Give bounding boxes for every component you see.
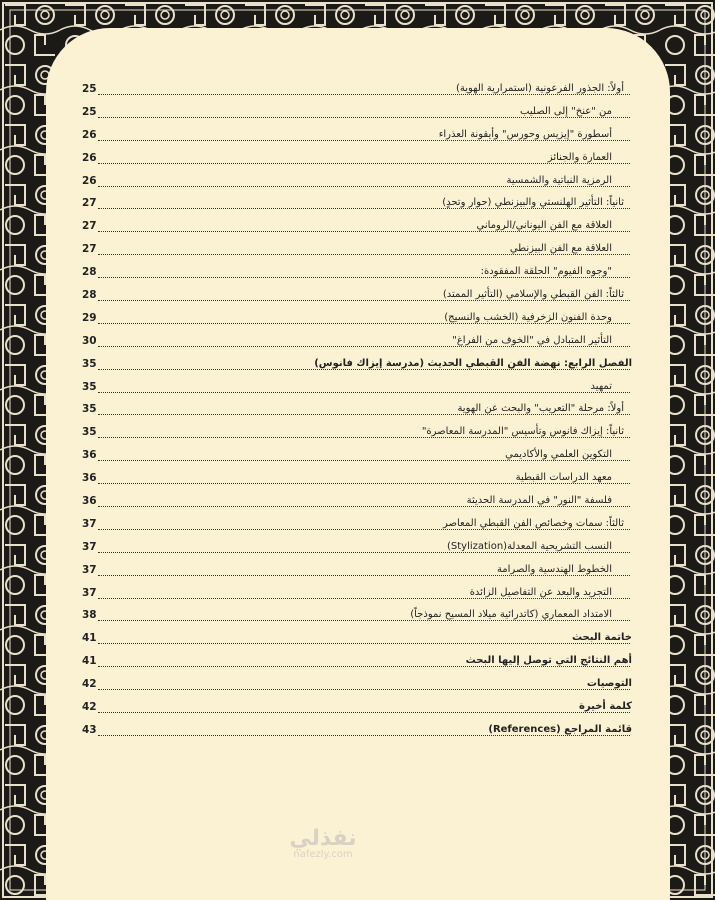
toc-entry-page: 35 <box>82 426 97 439</box>
toc-entry-title: قائمة المراجع (References) <box>488 723 632 735</box>
toc-entry-page: 26 <box>82 151 97 164</box>
toc-entry-title: من "عنخ" إلى الصليب <box>520 105 612 117</box>
toc-entry-page: 27 <box>82 220 97 233</box>
toc-entry[interactable] <box>82 675 632 698</box>
dot-leader <box>98 346 630 347</box>
toc-entry[interactable] <box>82 721 632 744</box>
toc-entry-title: فلسفة "النور" في المدرسة الحديثة <box>466 495 612 507</box>
dot-leader <box>98 300 630 301</box>
dot-leader <box>98 598 630 599</box>
toc-entry-page: 30 <box>82 334 97 347</box>
dot-leader <box>98 117 630 118</box>
toc-entry-title: ثانياً: إيزاك فانوس وتأسيس "المدرسة المعاصرة" <box>421 426 624 438</box>
toc-entry-page: 37 <box>82 563 97 576</box>
toc-entry-title: ثالثاً: الفن القبطي والإسلامي (التأثير الممتد) <box>442 289 624 301</box>
toc-entry-page: 41 <box>82 632 97 645</box>
toc-entry-page: 25 <box>82 83 97 95</box>
dot-leader <box>98 483 630 484</box>
toc-entry-title: العمارة والجنائز <box>547 151 612 163</box>
toc-entry[interactable] <box>82 126 632 149</box>
dot-leader <box>98 186 630 187</box>
toc-entry[interactable] <box>82 286 632 309</box>
toc-entry-page: 37 <box>82 586 97 599</box>
dot-leader <box>98 163 630 164</box>
toc-entry[interactable] <box>82 423 632 446</box>
toc-entry-page: 36 <box>82 449 97 462</box>
dot-leader <box>98 712 630 713</box>
toc-entry[interactable] <box>82 538 632 561</box>
toc-entry[interactable] <box>82 606 632 629</box>
toc-entry-title: الامتداد المعماري (كاتدرائية ميلاد المسيح نموذجاً) <box>410 609 612 621</box>
toc-entry-page: 37 <box>82 517 97 530</box>
toc-entry[interactable] <box>82 584 632 607</box>
dot-leader <box>98 575 630 576</box>
toc-entry-page: 42 <box>82 678 97 691</box>
toc-entry[interactable] <box>82 194 632 217</box>
toc-entry[interactable] <box>82 492 632 515</box>
dot-leader <box>98 392 630 393</box>
toc-entry-page: 28 <box>82 289 97 302</box>
toc-entry[interactable] <box>82 240 632 263</box>
dot-leader <box>98 643 630 644</box>
toc-entry-page: 27 <box>82 243 97 256</box>
dot-leader <box>98 666 630 667</box>
toc-entry-title: أولاً: الجذور الفرعونية (استمرارية الهوية) <box>455 83 624 94</box>
content-page <box>46 28 670 900</box>
dot-leader <box>98 552 630 553</box>
toc-entry[interactable] <box>82 309 632 332</box>
toc-entry[interactable] <box>82 446 632 469</box>
dot-leader <box>98 620 630 621</box>
toc-entry[interactable] <box>82 149 632 172</box>
toc-entry-title: التجريد والبعد عن التفاصيل الزائدة <box>469 586 612 598</box>
toc-entry-title: العلاقة مع الفن اليوناني/الروماني <box>476 220 612 232</box>
toc-entry[interactable] <box>82 217 632 240</box>
toc-entry-page: 35 <box>82 403 97 416</box>
toc-entry[interactable] <box>82 172 632 195</box>
table-of-contents <box>82 80 632 744</box>
toc-entry-title: أهم النتائج التي توصل إليها البحث <box>465 655 632 667</box>
dot-leader <box>98 460 630 461</box>
toc-entry-page: 43 <box>82 723 97 736</box>
toc-entry-title: التأثير المتبادل في "الخوف من الفراغ" <box>452 334 612 346</box>
dot-leader <box>98 437 630 438</box>
dot-leader <box>98 140 630 141</box>
toc-entry-page: 25 <box>82 105 97 118</box>
dot-leader <box>98 506 630 507</box>
toc-entry-page: 41 <box>82 655 97 668</box>
dot-leader <box>98 735 630 736</box>
toc-entry-title: أولاً: مرحلة "التعريب" والبحث عن الهوية <box>457 403 624 415</box>
toc-entry-page: 38 <box>82 609 97 622</box>
toc-entry[interactable] <box>82 263 632 286</box>
dot-leader <box>98 529 630 530</box>
toc-entry-title: كلمة أخيرة <box>579 701 632 713</box>
dot-leader <box>98 277 630 278</box>
toc-entry-title: العلاقة مع الفن البيزنطي <box>509 243 612 255</box>
toc-entry[interactable] <box>82 378 632 401</box>
toc-entry-title: ثالثاً: سمات وخصائص الفن القبطي المعاصر <box>442 517 624 529</box>
dot-leader <box>98 94 630 95</box>
dot-leader <box>98 231 630 232</box>
toc-entry-page: 29 <box>82 311 97 324</box>
toc-entry-page: 35 <box>82 357 97 370</box>
watermark <box>268 826 378 860</box>
dot-leader <box>98 414 630 415</box>
toc-entry-page: 28 <box>82 266 97 279</box>
toc-entry-page: 36 <box>82 495 97 508</box>
watermark-logo: نفذلي <box>289 826 357 851</box>
dot-leader <box>98 208 630 209</box>
toc-entry[interactable] <box>82 515 632 538</box>
toc-entry-title: الخطوط الهندسية والصرامة <box>496 563 612 575</box>
dot-leader <box>98 254 630 255</box>
watermark-url: nafezly.com <box>293 849 353 860</box>
toc-entry-page: 27 <box>82 197 97 210</box>
toc-entry[interactable] <box>82 80 632 103</box>
toc-entry[interactable] <box>82 103 632 126</box>
toc-entry-page: 42 <box>82 701 97 714</box>
toc-entry-title: التكوين العلمي والأكاديمي <box>505 449 612 461</box>
toc-entry[interactable] <box>82 652 632 675</box>
toc-entry-title: الفصل الرابع: نهضة الفن القبطي الحديث (مدرسة إيزاك فانوس) <box>314 357 632 369</box>
dot-leader <box>98 369 630 370</box>
toc-entry-title: النسب التشريحية المعدلة(Stylization) <box>446 540 612 552</box>
toc-entry-page: 37 <box>82 540 97 553</box>
toc-entry-page: 35 <box>82 380 97 393</box>
toc-entry-title: ثانياً: التأثير الهلنستي والبيزنطي (حوار وتحدٍ) <box>442 197 624 209</box>
toc-entry-title: وحدة الفنون الزخرفية (الخشب والنسيج) <box>444 311 612 323</box>
toc-entry[interactable] <box>82 469 632 492</box>
toc-entry-page: 26 <box>82 174 97 187</box>
dot-leader <box>98 323 630 324</box>
toc-entry-title: "وجوه الفيوم" الحلقة المفقودة: <box>480 266 612 278</box>
toc-entry-page: 26 <box>82 128 97 141</box>
toc-entry-title: خاتمة البحث <box>571 632 632 644</box>
toc-entry[interactable] <box>82 629 632 652</box>
toc-entry[interactable] <box>82 355 632 378</box>
toc-entry[interactable] <box>82 400 632 423</box>
toc-entry-title: تمهيد <box>590 380 612 392</box>
toc-entry-title: أسطورة "إيزيس وحورس" وأيقونة العذراء <box>438 128 612 140</box>
dot-leader <box>98 689 630 690</box>
toc-entry[interactable] <box>82 698 632 721</box>
toc-entry[interactable] <box>82 332 632 355</box>
toc-entry-page: 36 <box>82 472 97 485</box>
toc-entry-title: الرمزية النباتية والشمسية <box>506 174 612 186</box>
toc-entry-title: معهد الدراسات القبطية <box>515 472 612 484</box>
toc-entry-title: التوصيات <box>586 678 632 690</box>
toc-entry[interactable] <box>82 561 632 584</box>
